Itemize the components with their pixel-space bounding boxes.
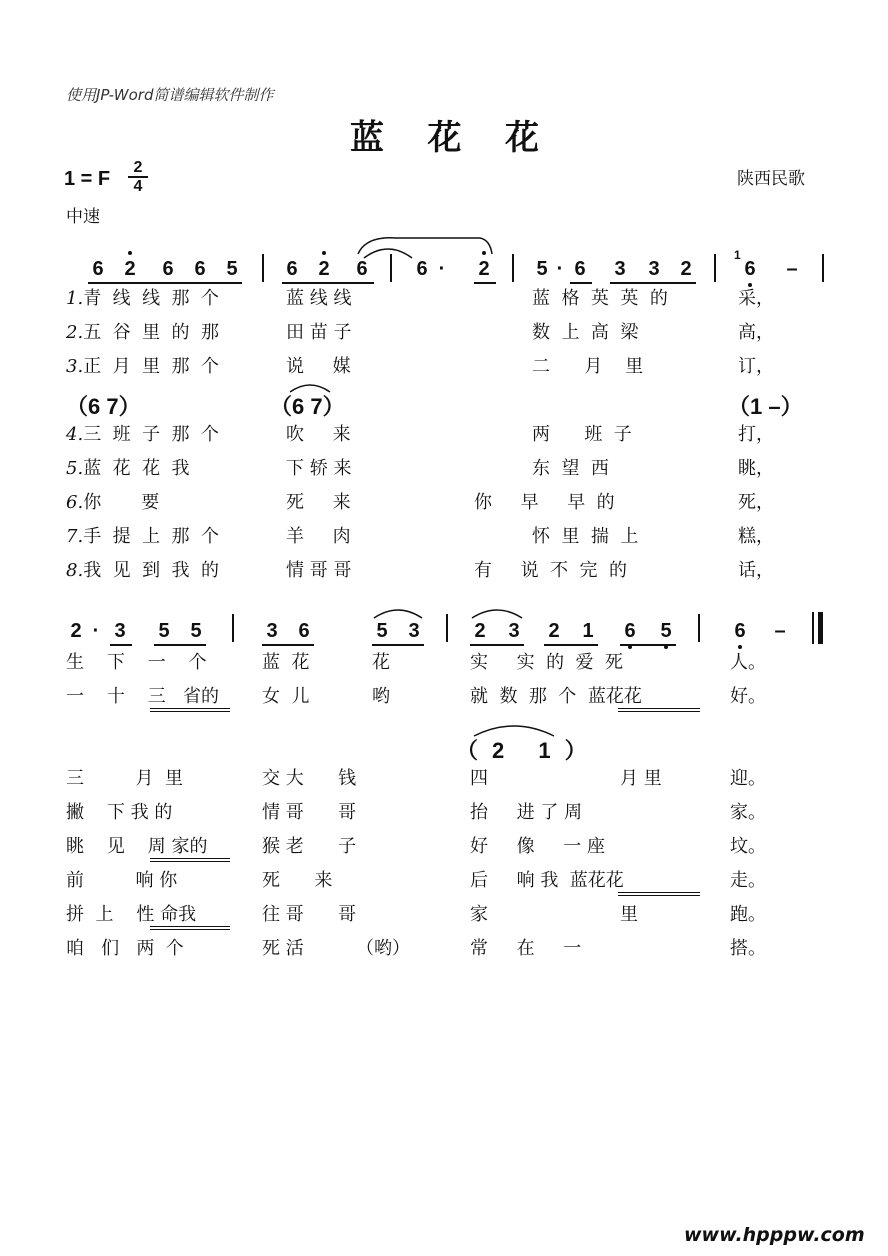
underline [544,644,598,646]
underline [150,708,230,709]
barline [512,254,514,282]
verse-line: 两 班 子 [532,424,632,445]
underline [154,644,206,646]
verse-line: 有 说 不 完 的 [474,560,627,581]
octave-dot-low [738,645,742,649]
note: 5 [190,620,202,642]
note: 2 [318,258,330,280]
lyric-line: 咱 们 两 个 [66,938,184,959]
verse-line: 二 月 里 [532,356,644,377]
lyric-line: 拼 上 性 命我 [66,904,197,925]
lyric-line: 人。 [730,652,766,673]
underline [282,282,374,284]
time-signature-top: 2 [133,159,143,176]
slur-arc [360,240,420,260]
underline [150,861,230,862]
verse-line: 东 望 西 [532,458,609,479]
lyric-line: 后 响 我 蓝花花 [470,870,624,891]
verse-line: 蓝 格 英 英 的 [532,288,668,309]
key-signature: 1 = F [64,168,111,190]
verse-line: 7.手 提 上 那 个 [66,526,219,547]
lyric-line: 家 [470,904,488,925]
verse-line: 1.青 线 线 那 个 [66,288,219,309]
underline [262,644,314,646]
lyric-line: 跑。 [730,904,766,925]
note: 5 [158,620,170,642]
verse-line: 数 上 高 梁 [532,322,639,343]
lyric-line: 往 哥 哥 [262,904,357,925]
note: 3 [114,620,126,642]
tempo-marking: 中速 [66,207,100,227]
note: 6 [624,620,636,642]
note: 2 [548,620,560,642]
note: 2 [478,258,490,280]
note: 3 [266,620,278,642]
dot-augment: · [438,258,446,280]
underline [150,926,230,927]
verse-line: 3.正 月 里 那 个 [66,356,219,377]
dash: – [774,620,786,642]
time-signature [128,160,148,194]
alt-notes-mid: （6 7） [270,394,345,419]
lyric-line: 三 月 里 [66,768,183,789]
lyric-line: 哟 [372,686,390,707]
lyric-line: 搭。 [730,938,766,959]
note: 6 [744,258,756,280]
alt-notes-left: （6 7） [66,394,141,419]
lyric-line: 四 [470,768,488,789]
note: 6 [92,258,104,280]
grace-note: 1 [734,248,741,262]
verse-line: 订， [738,356,774,377]
verse-line: 蓝 线 线 [286,288,352,309]
underline [88,282,242,284]
note: 3 [614,258,626,280]
lyric-line: 常 在 一 [470,938,582,959]
song-title: 蓝 花 花 [350,118,542,158]
lyric-line: 迎。 [730,768,766,789]
lyric-line: 死 活 [262,938,304,959]
octave-dot [128,251,132,255]
octave-dot-low [748,283,752,287]
note: 3 [408,620,420,642]
slur-arc [288,380,332,394]
verse-line: 高， [738,322,774,343]
note: 6 [286,258,298,280]
barline [698,614,700,642]
barline [822,254,824,282]
verse-line: 你 早 早 的 [474,492,615,513]
note: 6 [162,258,174,280]
underline [150,858,230,859]
verse-line: 吹 来 [286,424,351,445]
underline [610,282,696,284]
verse-line: 采， [738,288,774,309]
note: 6 [194,258,206,280]
verse-line: 死， [738,492,774,513]
lyric-line: 坟。 [730,836,766,857]
note: 2 [680,258,692,280]
lyric-line: 蓝 花 [262,652,310,673]
lyric-line: 家。 [730,802,766,823]
note: 6 [298,620,310,642]
final-barline-thick [818,612,823,644]
dot-augment: · [92,620,100,642]
note: 5 [660,620,672,642]
lyric-line: 撇 下 我 的 [66,802,173,823]
lyric-line: 死 来 [262,870,333,891]
lyric-line: 猴 老 子 [262,836,357,857]
underline [618,892,700,893]
lyric-line: 好。 [730,686,766,707]
lyric-line: 走。 [730,870,766,891]
verse-line: 5.蓝 花 花 我 [66,458,190,479]
verse-line: 情 哥 哥 [286,560,352,581]
barline [446,614,448,642]
origin-label: 陕西民歌 [737,169,805,189]
lyric-line: 一 十 三 省的 [66,686,219,707]
underline [150,929,230,930]
final-barline-thin [812,612,814,644]
verse-line: 糕， [738,526,774,547]
barline [232,614,234,642]
lyric-line: 生 下 一 个 [66,652,207,673]
underline [150,711,230,712]
time-signature-bottom: 4 [133,178,143,195]
note: 5 [226,258,238,280]
dot-augment: · [556,258,564,280]
slur-arc [470,604,524,620]
credit-line: 使用JP-Word简谱编辑软件制作 [66,86,274,104]
octave-dot [322,251,326,255]
lyric-line: 实 实 的 爱 死 [470,652,623,673]
note: 3 [508,620,520,642]
lyric-line: 花 [372,652,390,673]
alt-notes-system2: （2 1） [456,738,601,763]
note: 2 [70,620,82,642]
note: 5 [376,620,388,642]
verse-line: 打， [738,424,774,445]
barline [714,254,716,282]
lyric-line: （哟） [356,938,410,959]
note: 3 [648,258,660,280]
note: 2 [474,620,486,642]
verse-line: 羊 肉 [286,526,351,547]
verse-line: 2.五 谷 里 的 那 [66,322,219,343]
dash: – [786,258,798,280]
underline [470,644,524,646]
verse-line: 6.你 要 [66,492,160,513]
slur-arc [372,604,424,620]
lyric-line: 月 里 [620,768,662,789]
watermark: www.hpppw.com [684,1224,865,1246]
lyric-line: 前 响 你 [66,870,178,891]
note: 6 [356,258,368,280]
lyric-line: 就 数 那 个 蓝花花 [470,686,642,707]
slur-arc [472,720,556,738]
note: 5 [536,258,548,280]
verse-line: 话， [738,560,774,581]
alt-notes-right: （1 –） [728,394,803,419]
verse-line: 死 来 [286,492,351,513]
note: 1 [582,620,594,642]
lyric-line: 抬 进 了 周 [470,802,583,823]
barline [262,254,264,282]
note: 6 [416,258,428,280]
verse-line: 眺， [738,458,774,479]
note: 2 [124,258,136,280]
verse-line: 8.我 见 到 我 的 [66,560,219,581]
verse-line: 4.三 班 子 那 个 [66,424,219,445]
lyric-line: 眺 见 周 家的 [66,836,208,857]
lyric-line: 女 儿 [262,686,310,707]
verse-line: 下 轿 来 [286,458,352,479]
note: 6 [574,258,586,280]
underline [618,895,700,896]
lyric-line: 好 像 一 座 [470,836,605,857]
lyric-line: 情 哥 哥 [262,802,357,823]
verse-line: 怀 里 揣 上 [532,526,639,547]
underline [474,282,496,284]
underline [620,644,676,646]
underline [618,711,700,712]
underline [618,708,700,709]
verse-line: 说 媒 [286,356,351,377]
underline [110,644,132,646]
lyric-line: 交 大 钱 [262,768,357,789]
underline [570,282,592,284]
lyric-line: 里 [620,904,638,925]
verse-line: 田 苗 子 [286,322,352,343]
note: 6 [734,620,746,642]
underline [372,644,424,646]
